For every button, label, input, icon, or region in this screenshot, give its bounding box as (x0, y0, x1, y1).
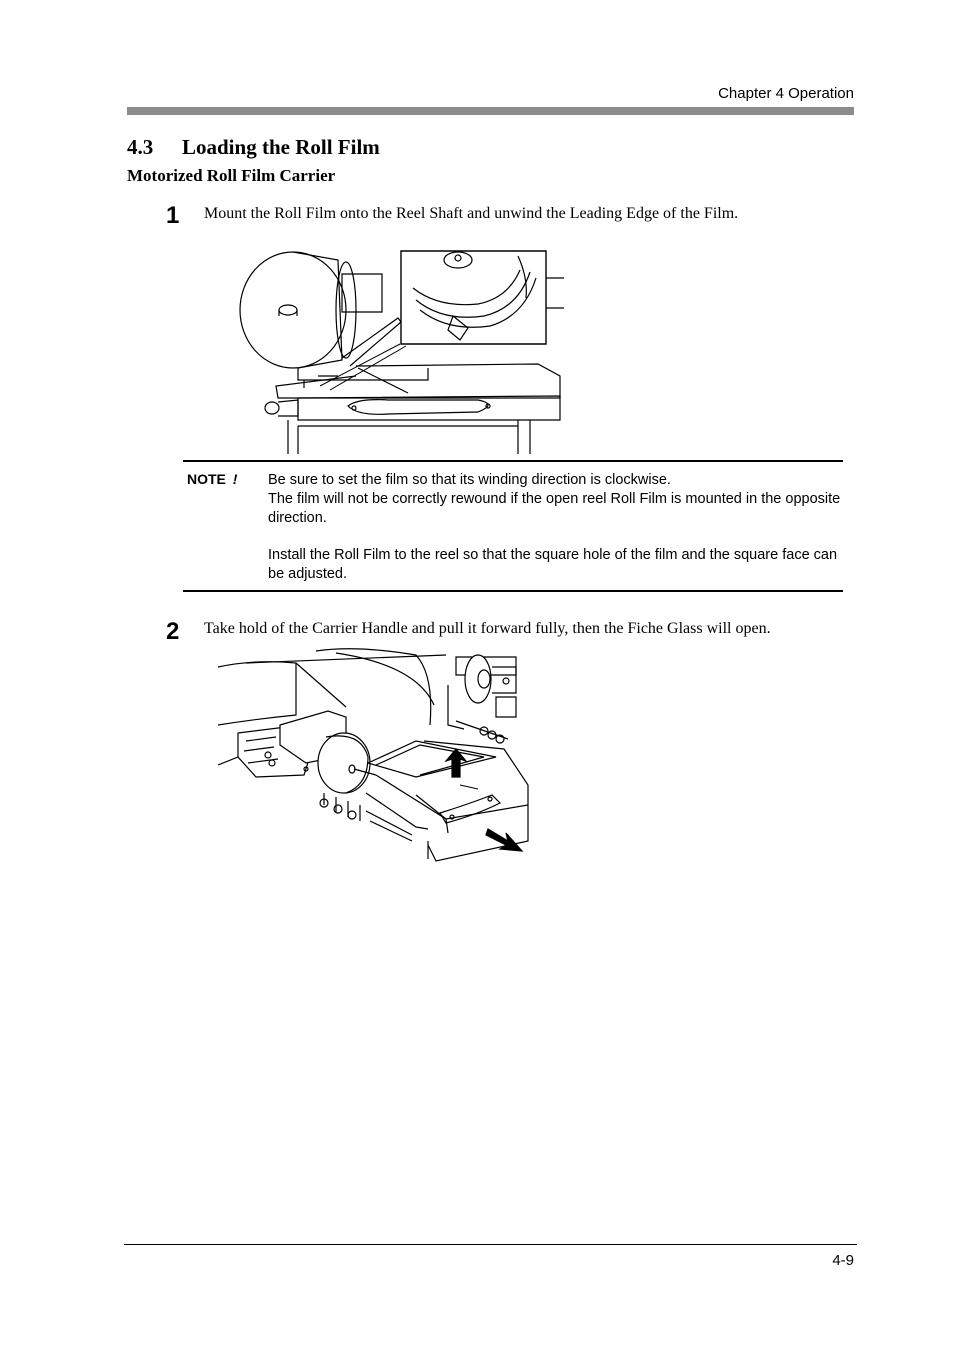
roll-film-illustration (238, 248, 564, 454)
note-exclamation-icon: ! (232, 471, 238, 487)
chapter-header: Chapter 4 Operation (718, 85, 854, 102)
step-1-number: 1 (166, 202, 180, 229)
note-top-rule (183, 460, 843, 462)
section-number: 4.3 (127, 135, 154, 159)
note-label-text: NOTE (187, 471, 226, 487)
step-1-text: Mount the Roll Film onto the Reel Shaft and unwind the Leading Edge of the Film. (204, 205, 739, 222)
note-bottom-rule (183, 590, 843, 592)
carrier-handle-illustration (216, 645, 532, 865)
note-label (187, 471, 237, 487)
step-2-text: Take hold of the Carrier Handle and pull it forward fully, then the Fiche Glass will open. (204, 620, 771, 637)
section-title: Loading the Roll Film (182, 135, 380, 159)
page-number: 4-9 (832, 1252, 854, 1269)
subsection-title: Motorized Roll Film Carrier (127, 166, 336, 185)
footer-rule (124, 1244, 857, 1245)
note-line-1: Be sure to set the film so that its winding direction is clockwise. (268, 472, 671, 488)
step-2-number: 2 (166, 618, 180, 645)
note-body (268, 471, 843, 584)
header-bar (127, 107, 854, 115)
note-line-2: The film will not be correctly rewound if the open reel Roll Film is mounted in the opposite direction. (268, 491, 841, 526)
note-line-3: Install the Roll Film to the reel so that the square hole of the film and the square face can be adjusted. (268, 547, 838, 582)
